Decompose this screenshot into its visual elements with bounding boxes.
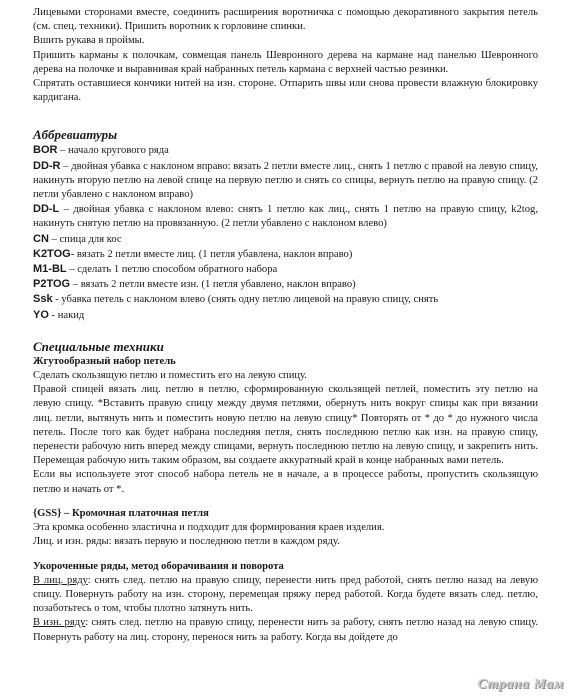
intro-paragraph-2: Вшить рукава в проймы. (33, 35, 145, 47)
abbreviations-list (33, 143, 538, 322)
ws-label: В изн. ряду (33, 617, 86, 629)
short-rows-rs-paragraph: В лиц. ряду: снять след. петлю на правую спицу, перенести нить пред работой, снять петлю назад на левую спицу. Повернуть работу на изн. сторону, перемещая пряжу перед работой. Когда будете вязать след. петлю, позаботьтесь о том, чтобы плотно затянуть нить. (33, 574, 539, 615)
intro-paragraph-3: Пришить карманы к полочкам, совмещая панель Шевронного дерева на кармане над панелью Шевронного дерева на полочке и выравнивая край набранных петель кармана с верхней частью резинки. (33, 49, 538, 75)
cast-on-paragraph-2: Правой спицей вязать лиц. петлю в петлю, сформированную скользящей петлей, поместить эту петлю на левую спицу. *Вставить правую спицу между двумя петлями, обернуть нить вокруг спицы как при вязании лиц. петли, вытянуть нить и поместить новую петлю на левую спицу* Повторять от * до * до нужного числа петель. После того как будет набрана последняя петля, снять последнюю петлю как изн. на правую спицу, перенести рабочую нить вперед между спицами, вернуть последнюю петлю на левую спицу, и закрепить нить. Перемещая рабочую нить таким образом, вы создаете аккуратный край в конце набранных вами петель. (33, 384, 538, 467)
abbreviations-heading: Аббревиатуры (33, 127, 118, 143)
gss-title: {GSS} – Кромочная платочная петля (33, 507, 209, 519)
gss-paragraph-2: Лиц. и изн. ряды: вязать первую и последнюю петли в каждом ряду. (33, 536, 340, 548)
techniques-heading: Специальные техники (33, 338, 164, 354)
rs-label: В лиц. ряду (33, 574, 88, 586)
abbreviation-item: P2TOG – вязать 2 петли вместе изн. (1 петля убавлено, наклон вправо) (33, 278, 356, 291)
abbreviation-item: YO - накид (33, 308, 85, 321)
cast-on-paragraph-3: Если вы используете этот способ набора петель не в начале, а в процессе работы, пропустить скользящую петлю и начать от *. (33, 469, 538, 495)
abbreviation-item: DD-L – двойная убавка с наклоном влево: снять 1 петлю как лиц., снять 1 петлю на правую спицу, k2tog, накинуть снятую петлю на провязанную. (2 петли убавлено с наклоном влево) (33, 203, 538, 230)
short-rows-title: Укороченные ряды, метод оборачивания и поворота (33, 560, 284, 572)
abbreviation-item: CN – спица для кос (33, 232, 122, 245)
abbreviation-item: K2TOG- вязать 2 петли вместе лиц. (1 петля убавлена, наклон вправо) (33, 247, 353, 260)
short-rows-ws-paragraph: В изн. ряду: снять след. петлю на правую спицу, перенести нить за работу, снять петлю назад на левую спицу. Повернуть работу на лиц. сторону, перенося нить за работу. Когда вы дойдете до (33, 617, 538, 643)
cast-on-title: Жгутообразный набор петель (33, 355, 176, 367)
intro-paragraph-1: Лицевыми сторонами вместе, соединить расширения воротничка с помощью декоративного закрытия петель (см. спец. техники). Пришить воротник к горловине спинки. (33, 7, 538, 33)
abbreviation-item: M1-BL – сделать 1 петлю способом обратного набора (33, 263, 278, 276)
document-page (33, 6, 538, 645)
abbreviation-item: BOR – начало кругового ряда (33, 144, 169, 157)
site-watermark: Страна Мам (477, 677, 564, 692)
gss-paragraph-1: Эта кромка особенно эластична и подходит для формирования краев изделия. (33, 522, 385, 534)
abbreviation-item: Ssk - убавка петель с наклоном влево (снять одну петлю лицевой на правую спицу, снять (33, 293, 439, 306)
abbreviation-item: DD-R – двойная убавка с наклоном вправо: вязать 2 петли вместе лиц., снять 1 петлю с правой на левую спицу, накинуть вторую петлю на левой спице на первую петлю и снять со спицы, вернуть петлю на правую спицу. (2 петли убавлено с наклоном вправо) (33, 159, 538, 201)
cast-on-paragraph-1: Сделать скользящую петлю и поместить его на левую спицу. (33, 370, 307, 382)
intro-paragraph-4: Спрятать оставшиеся кончики нитей на изн. стороне. Отпарить швы или снова провести влажную блокировку кардигана. (33, 78, 538, 104)
